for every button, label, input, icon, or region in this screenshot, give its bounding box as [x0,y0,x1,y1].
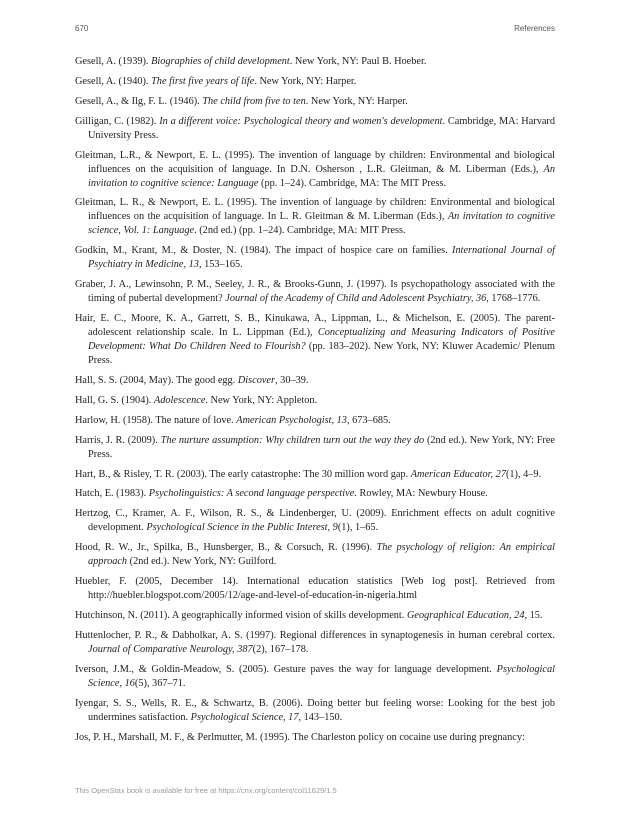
reference-text: . Cambridge, MA: Harvard University Press. [88,115,555,141]
reference-title-italic: In a different voice: Psychological theory and women's development [159,115,443,127]
reference-text: Harris, J. R. (2009). [75,434,161,446]
reference-text: (pp. 183–202). New York, NY: Kluwer Academic/ Plenum Press. [88,341,555,367]
reference-entry [75,487,555,501]
reference-text: Gesell, A., & Ilg, F. L. (1946). [75,95,203,107]
reference-title-italic: Discover [237,375,276,387]
reference-text: , 30–39. [275,375,309,387]
reference-text: Godkin, M., Krant, M., & Doster, N. (1984). The impact of hospice care on families. [75,245,453,257]
reference-text: Hair, E. C., Moore, K. A., Garrett, S. B., Kinukawa, A., Lippman, L., & Michelson, E. (2005). The parent-adolescent relationship scale. In L. Lippman (Ed.), [75,313,555,339]
reference-entry [75,434,555,462]
reference-entry [75,75,555,89]
reference-title-italic: An invitation to cognitive science, Vol. 1: Language [88,211,555,237]
reference-entry [75,609,555,623]
reference-title-italic: Psychological Science, 16 [88,663,555,689]
reference-text: Gleitman, L. R., & Newport, E. L. (1995). The invention of language by children: Environmental and biological influences on the acquisition of language. In L. R. Gleitman & M. Liberman (Eds.), [75,197,555,223]
reference-title-italic: Adolescence [153,394,206,406]
reference-text: , 143–150. [298,711,343,723]
reference-entry [75,629,555,657]
reference-text: Iverson, J.M., & Goldin-Meadow, S. (2005). Gesture paves the way for language development. [75,663,497,675]
reference-entry [75,468,555,482]
reference-text: Hertzog, C., Kramer, A. F., Wilson, R. S., & Lindenberger, U. (2009). Enrichment effects on adult cognitive development. [75,508,555,534]
reference-title-italic: Psychological Science in the Public Interest, 9 [146,522,338,534]
reference-title-italic: Geographical Education, 24 [406,610,525,622]
reference-text: , 15. [524,610,543,622]
reference-entry [75,312,555,368]
reference-text: Graber, J. A., Lewinsohn, P. M., Seeley, J. R., & Brooks-Gunn, J. (1997). Is psychopathology associated with the timing of pubertal development? [75,279,555,305]
reference-title-italic: Biographies of child development [151,56,290,67]
reference-text: (2nd ed.). New York, NY: Guilford. [127,556,277,568]
reference-text: Hatch, E. (1983). [75,488,149,500]
reference-text: . (2nd ed.) (pp. 1–24). Cambridge, MA: MIT Press. [194,225,406,237]
reference-text: (5), 367–71. [134,677,186,689]
reference-entry [75,663,555,691]
reference-entry [75,149,555,191]
reference-text: Hall, G. S. (1904). [75,394,154,406]
reference-entry [75,374,555,388]
section-title: References [514,24,555,33]
reference-title-italic: The nurture assumption: Why children turn out the way they do [160,434,425,446]
page-footer: This OpenStax book is available for free at https://cnx.org/content/col11629/1.5 [75,786,337,795]
reference-text: Gilligan, C. (1982). [75,115,160,127]
reference-title-italic: The child from five to ten [202,95,306,107]
reference-text: (pp. 1–24). Cambridge, MA: The MIT Press. [258,177,446,189]
reference-text: Gesell, A. (1939). [75,56,152,67]
reference-text: Huttenlocher, P. R., & Dabholkar, A. S. (1997). Regional differences in synaptogenesis in human cerebral cortex. [75,629,555,641]
reference-title-italic: Psychological Science, 17 [190,711,299,723]
reference-title-italic: The psychology of religion: An empirical approach [88,542,555,568]
reference-text: . New York, NY: Appleton. [205,394,318,406]
reference-text: Gesell, A. (1940). [75,75,152,87]
reference-text: Hall, S. S. (2004, May). The good egg. [75,375,238,387]
reference-entry [75,541,555,569]
reference-text: Gleitman, L.R., & Newport, E. L. (1995). The invention of language by children: Environmental and biological influences on the acquisition of language. In D.N. Osherson , L.R. Gleitman, & M. Liberman (Eds.), [75,149,555,175]
reference-title-italic: Psycholinguistics: A second language perspective [148,488,355,500]
reference-text: . New York, NY: Harper. [305,95,408,107]
reference-entry [75,575,555,603]
reference-text: (1), 4–9. [505,468,542,480]
page-header [75,24,555,38]
reference-text: (2nd ed.). New York, NY: Free Press. [88,434,556,460]
reference-title-italic: Journal of the Academy of Child and Adolescent Psychiatry, 36 [225,293,487,305]
reference-text: Huebler, F. (2005, December 14). International education statistics [Web log post]. Retrieved from http://huebler.blogspot.com/2005/12/age-and-level-of-education-in-nigeria.html [75,576,555,602]
reference-entry [75,196,555,238]
reference-entry [75,55,555,69]
reference-entry [75,278,555,306]
reference-text: Hood, R. W., Jr., Spilka, B., Hunsberger, B., & Corsuch, R. (1996). [75,542,377,554]
reference-title-italic: An invitation to cognitive science: Language [88,163,555,189]
reference-title-italic: American Educator, 27 [410,468,506,480]
reference-list [75,55,555,750]
reference-entry [75,95,555,109]
reference-title-italic: Conceptualizing and Measuring Indicators of Positive Development: What Do Children Need to Flourish? [88,327,555,353]
reference-text: . New York, NY: Paul B. Hoeber. [289,56,427,67]
reference-text: (1), 1–65. [337,522,379,534]
reference-text: , 153–165. [198,259,243,271]
reference-text: Hart, B., & Risley, T. R. (2003). The early catastrophe: The 30 million word gap. [75,468,411,480]
reference-title-italic: Journal of Comparative Neurology, 387 [88,643,253,655]
reference-title-italic: International Journal of Psychiatry in Medicine, 13 [88,245,555,271]
reference-text: . Rowley, MA: Newbury House. [354,488,488,500]
reference-title-italic: American Psychologist, 13 [236,414,347,426]
reference-text: (2), 167–178. [252,643,309,655]
reference-text: , 1768–1776. [486,293,541,305]
reference-text: Harlow, H. (1958). The nature of love. [75,414,237,426]
reference-text: . New York, NY: Harper. [254,75,357,87]
reference-text: Iyengar, S. S., Wells, R. E., & Schwartz, B. (2006). Doing better but feeling worse: Looking for the best job undermines satisfaction. [75,697,555,723]
reference-title-italic: The first five years of life [151,75,255,87]
reference-entry [75,244,555,272]
reference-text: Jos, P. H., Marshall, M. F., & Perlmutter, M. (1995). The Charleston policy on cocaine use during pregnancy: [75,731,525,743]
reference-entry [75,414,555,428]
reference-entry [75,507,555,535]
reference-entry [75,394,555,408]
page-number: 670 [75,24,89,33]
reference-entry [75,697,555,725]
reference-entry [75,731,555,745]
reference-entry [75,115,555,143]
reference-text: , 673–685. [346,414,391,426]
reference-text: Hutchinson, N. (2011). A geographically informed vision of skills development. [75,610,407,622]
